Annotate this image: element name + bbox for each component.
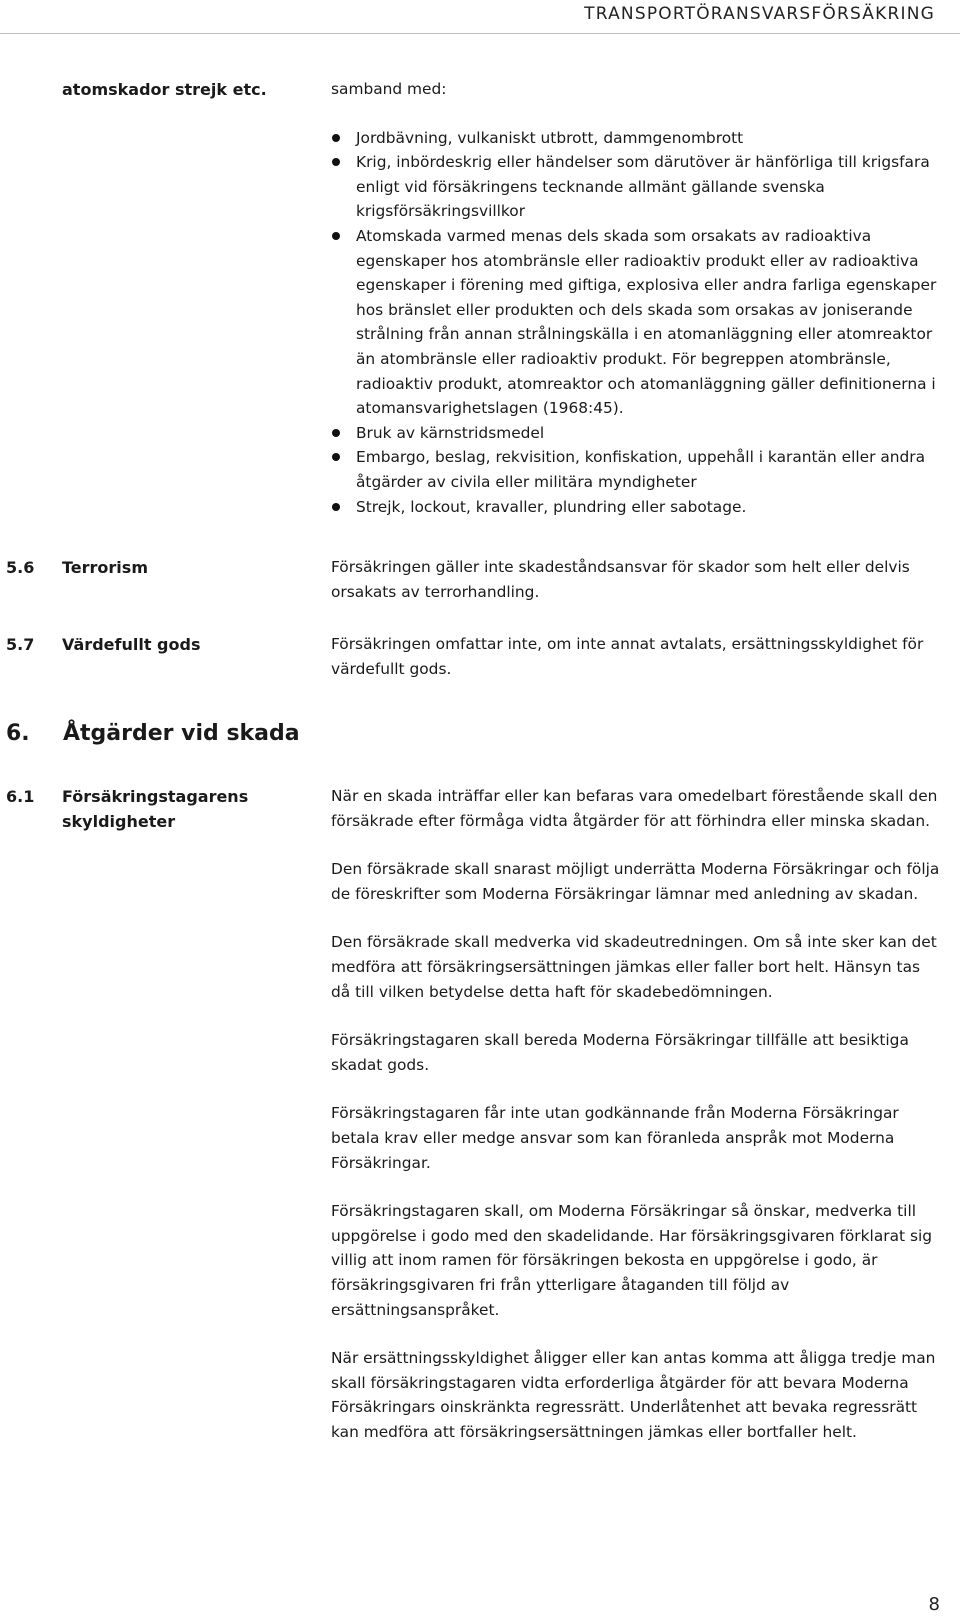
header-title: TRANSPORTÖRANSVARSFÖRSÄKRING: [584, 4, 935, 24]
section-heading-actions: [6, 720, 300, 748]
list-item: Jordbävning, vulkaniskt utbrott, dammgenombrott: [331, 126, 943, 151]
paragraph: När en skada inträffar eller kan befaras vara omedelbart förestående skall den försäkrade efter förmåga vidta åtgärder för att förhindra eller minska skadan.: [331, 787, 938, 830]
paragraph: Den försäkrade skall medverka vid skadeutredningen. Om så inte sker kan det medföra att försäkringsersättningen jämkas eller faller bort helt. Hänsyn tas då till vilken betydelse detta haft för skadebedömningen.: [331, 933, 937, 1001]
section-title: Försäkringstagarens skyldigheter: [62, 787, 249, 831]
section-number: 5.7: [6, 635, 35, 654]
paragraph: Den försäkrade skall snarast möjligt underrätta Moderna Försäkringar och följa de föreskrifter som Moderna Försäkringar lämnar med anledning av skadan.: [331, 860, 940, 903]
exclusions-intro: samband med:: [331, 80, 447, 98]
exclusions-block: [331, 77, 943, 519]
list-item: Bruk av kärnstridsmedel: [331, 421, 943, 446]
section-title: Värdefullt gods: [62, 635, 201, 654]
list-item: Strejk, lockout, kravaller, plundring eller sabotage.: [331, 495, 943, 520]
list-item: Krig, inbördeskrig eller händelser som därutöver är hänförliga till krigsfara enligt vid försäkringens tecknande allmänt gällande svenska krigsförsäkringsvillkor: [331, 150, 943, 224]
section-title: Åtgärder vid skada: [63, 721, 300, 746]
section-number: 6.1: [6, 787, 35, 806]
list-item: Atomskada varmed menas dels skada som orsakats av radioaktiva egenskaper hos atombränsle eller radioaktiv produkt eller av radioaktiva egenskaper i förening med giftiga, explosiva eller andra farliga egenskaper hos bränslet eller produkten och dels skada som orsakas av joniserande strålning från annan strålningskälla i en atomanläggning eller atomreaktor än atombränsle eller radioaktiv produkt. För begreppen atombränsle, radioaktiv produkt, atomreaktor och atomanläggning gäller definitionerna i atomansvarighetslagen (1968:45).: [331, 224, 943, 421]
section-label-obligations: [6, 784, 286, 834]
section-number: 5.6: [6, 558, 35, 577]
section-label-valuable-goods: [6, 632, 200, 657]
paragraph: Försäkringstagaren får inte utan godkännande från Moderna Försäkringar betala krav eller medge ansvar som kan föranleda anspråk mot Moderna Försäkringar.: [331, 1104, 899, 1172]
valuable-goods-text: Försäkringen omfattar inte, om inte annat avtalats, ersättningsskyldighet för värdefullt gods.: [331, 635, 924, 678]
section-number: 6.: [6, 721, 30, 746]
paragraph: Försäkringstagaren skall bereda Moderna Försäkringar tillfälle att besiktiga skadat gods.: [331, 1031, 909, 1074]
section-label-terrorism: [6, 555, 148, 580]
terrorism-text: Försäkringen gäller inte skadeståndsansvar för skador som helt eller delvis orsakats av terrorhandling.: [331, 558, 910, 601]
obligations-text: [331, 784, 943, 1444]
paragraph: När ersättningsskyldighet åligger eller kan antas komma att åligga tredje man skall försäkringstagaren vidta erforderliga åtgärder för att bevara Moderna Försäkringars oinskränkta regressrätt. Underlåtenhet att bevaka regressrätt kan medföra att försäkringsersättningen jämkas eller bortfaller helt.: [331, 1349, 936, 1441]
page-number: 8: [928, 1594, 940, 1615]
section-label-atomskador: atomskador strejk etc.: [62, 80, 267, 99]
list-item: Embargo, beslag, rekvisition, konfiskation, uppehåll i karantän eller andra åtgärder av civila eller militära myndigheter: [331, 445, 943, 494]
section-title: Terrorism: [62, 558, 148, 577]
exclusions-list: [331, 126, 943, 520]
paragraph: Försäkringstagaren skall, om Moderna Försäkringar så önskar, medverka till uppgörelse i godo med den skadelidande. Har försäkringsgivaren förklarat sig villig att inom ramen för försäkringen bekosta en uppgörelse i godo, är försäkringsgivaren fri från ytterligare åtaganden till följd av ersättningsanspråket.: [331, 1202, 933, 1319]
header-divider: [0, 33, 960, 34]
